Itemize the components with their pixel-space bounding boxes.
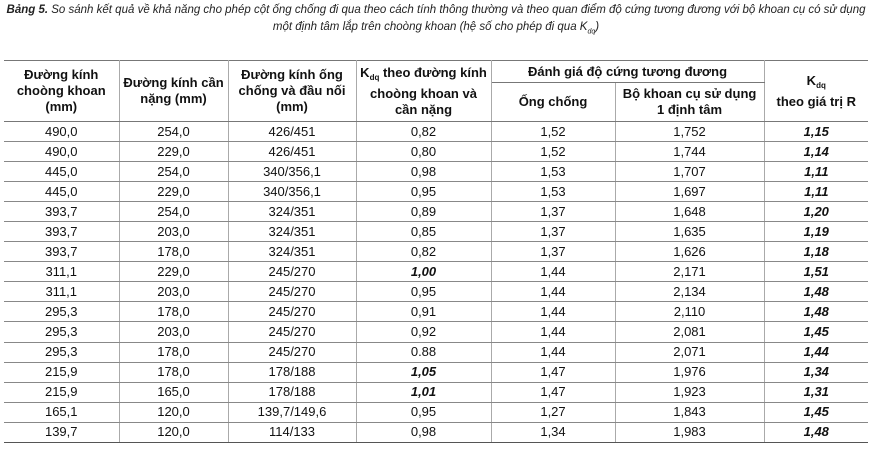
- cell-d-casing: 324/351: [228, 242, 356, 262]
- cell-d-casing: 114/133: [228, 422, 356, 442]
- cell-d-dc: 120,0: [119, 422, 228, 442]
- cell-kdq-r: 1,48: [764, 422, 868, 442]
- cell-kdq-r: 1,15: [764, 122, 868, 142]
- cell-d-casing: 340/356,1: [228, 182, 356, 202]
- cell-bha: 1,976: [615, 362, 764, 382]
- cell-d-dc: 254,0: [119, 122, 228, 142]
- cell-kdq-r: 1,44: [764, 342, 868, 362]
- cell-d-bit: 393,7: [4, 202, 119, 222]
- cell-d-bit: 295,3: [4, 322, 119, 342]
- cell-kdq: 0,91: [356, 302, 491, 322]
- table-row: [4, 242, 868, 262]
- cell-d-casing: 340/356,1: [228, 162, 356, 182]
- cell-kdq: 0,80: [356, 142, 491, 162]
- cell-casing: 1,44: [491, 302, 615, 322]
- cell-kdq: 1,05: [356, 362, 491, 382]
- cell-casing: 1,47: [491, 362, 615, 382]
- cell-kdq-r: 1,45: [764, 322, 868, 342]
- cell-bha: 1,843: [615, 402, 764, 422]
- cell-kdq-r: 1,20: [764, 202, 868, 222]
- cell-bha: 1,626: [615, 242, 764, 262]
- cell-bha: 1,697: [615, 182, 764, 202]
- cell-bha: 1,648: [615, 202, 764, 222]
- header-bit-diameter: Đường kính choòng khoan (mm): [4, 61, 119, 122]
- cell-casing: 1,44: [491, 282, 615, 302]
- comparison-table: [4, 60, 868, 443]
- cell-d-casing: 426/451: [228, 122, 356, 142]
- header-kdq-conventional: $K_{dq}$ theo đường kính choòng khoan và cần nặng: [356, 61, 491, 122]
- header-group-equivalent-stiffness: Đánh giá độ cứng tương đương: [491, 61, 764, 83]
- table-row: [4, 302, 868, 322]
- table-row: [4, 262, 868, 282]
- cell-bha: 1,707: [615, 162, 764, 182]
- table-row: [4, 382, 868, 402]
- cell-d-casing: 245/270: [228, 262, 356, 282]
- cell-casing: 1,44: [491, 262, 615, 282]
- cell-d-dc: 229,0: [119, 142, 228, 162]
- cell-kdq-r: 1,11: [764, 182, 868, 202]
- cell-kdq: 0,98: [356, 162, 491, 182]
- cell-d-dc: 229,0: [119, 262, 228, 282]
- cell-casing: 1,53: [491, 162, 615, 182]
- cell-casing: 1,27: [491, 402, 615, 422]
- cell-d-dc: 203,0: [119, 282, 228, 302]
- cell-d-bit: 490,0: [4, 142, 119, 162]
- cell-d-bit: 295,3: [4, 342, 119, 362]
- cell-kdq: 0,85: [356, 222, 491, 242]
- cell-casing: 1,37: [491, 222, 615, 242]
- cell-casing: 1,52: [491, 142, 615, 162]
- cell-d-casing: 178/188: [228, 382, 356, 402]
- header-casing-stiffness: Ống chống: [491, 83, 615, 122]
- table-row: [4, 282, 868, 302]
- cell-d-casing: 245/270: [228, 342, 356, 362]
- table-row: [4, 422, 868, 442]
- cell-d-casing: 324/351: [228, 202, 356, 222]
- cell-kdq-r: 1,51: [764, 262, 868, 282]
- cell-kdq-r: 1,11: [764, 162, 868, 182]
- cell-bha: 2,134: [615, 282, 764, 302]
- table-row: [4, 162, 868, 182]
- caption-label: Bảng 5.: [6, 4, 49, 16]
- cell-d-dc: 178,0: [119, 342, 228, 362]
- cell-d-bit: 393,7: [4, 242, 119, 262]
- cell-d-bit: 445,0: [4, 162, 119, 182]
- cell-bha: 1,923: [615, 382, 764, 402]
- cell-d-casing: 139,7/149,6: [228, 402, 356, 422]
- cell-d-bit: 311,1: [4, 282, 119, 302]
- cell-d-bit: 490,0: [4, 122, 119, 142]
- cell-kdq-r: 1,45: [764, 402, 868, 422]
- cell-d-dc: 203,0: [119, 322, 228, 342]
- table-row: [4, 202, 868, 222]
- cell-d-casing: 245/270: [228, 322, 356, 342]
- cell-d-dc: 178,0: [119, 362, 228, 382]
- cell-casing: 1,52: [491, 122, 615, 142]
- cell-d-casing: 426/451: [228, 142, 356, 162]
- table-row: [4, 222, 868, 242]
- table-row: [4, 182, 868, 202]
- cell-casing: 1,44: [491, 342, 615, 362]
- cell-bha: 2,081: [615, 322, 764, 342]
- caption-text: So sánh kết quả về khả năng cho phép cột ống chống đi qua theo cách tính thông thường và theo quan điểm độ cứng tương đương với bộ khoan cụ có sử dụng một định tâm lắp trên choòng khoan (hệ số cho phép đi qua K: [48, 4, 866, 33]
- header-drill-collar-diameter: Đường kính cần nặng (mm): [119, 61, 228, 122]
- cell-kdq: 0,98: [356, 422, 491, 442]
- cell-kdq: 0.88: [356, 342, 491, 362]
- header-kdq-r: $K_{dq}$ theo giá trị R: [764, 61, 868, 122]
- cell-d-casing: 245/270: [228, 282, 356, 302]
- table-row: [4, 362, 868, 382]
- cell-d-bit: 295,3: [4, 302, 119, 322]
- cell-d-casing: 245/270: [228, 302, 356, 322]
- caption-subscript: dq: [587, 28, 596, 36]
- cell-bha: 1,752: [615, 122, 764, 142]
- cell-d-bit: 393,7: [4, 222, 119, 242]
- cell-kdq-r: 1,48: [764, 282, 868, 302]
- cell-d-dc: 178,0: [119, 302, 228, 322]
- cell-kdq-r: 1,48: [764, 302, 868, 322]
- cell-bha: 1,744: [615, 142, 764, 162]
- caption-close: ): [595, 21, 600, 33]
- cell-kdq: 0,82: [356, 122, 491, 142]
- cell-casing: 1,53: [491, 182, 615, 202]
- cell-kdq-r: 1,31: [764, 382, 868, 402]
- cell-d-dc: 254,0: [119, 162, 228, 182]
- cell-bha: 1,635: [615, 222, 764, 242]
- cell-d-bit: 215,9: [4, 382, 119, 402]
- cell-d-bit: 445,0: [4, 182, 119, 202]
- cell-bha: 2,171: [615, 262, 764, 282]
- cell-kdq: 0,89: [356, 202, 491, 222]
- cell-casing: 1,34: [491, 422, 615, 442]
- cell-d-bit: 139,7: [4, 422, 119, 442]
- table-row: [4, 342, 868, 362]
- cell-kdq-r: 1,14: [764, 142, 868, 162]
- cell-bha: 2,110: [615, 302, 764, 322]
- table-row: [4, 142, 868, 162]
- cell-d-dc: 165,0: [119, 382, 228, 402]
- cell-bha: 2,071: [615, 342, 764, 362]
- cell-d-bit: 311,1: [4, 262, 119, 282]
- cell-d-dc: 203,0: [119, 222, 228, 242]
- cell-d-bit: 165,1: [4, 402, 119, 422]
- cell-casing: 1,37: [491, 242, 615, 262]
- table-row: [4, 322, 868, 342]
- cell-kdq: 1,00: [356, 262, 491, 282]
- table-caption: [4, 2, 868, 40]
- table-row: [4, 122, 868, 142]
- header-bha-stiffness: Bộ khoan cụ sử dụng 1 định tâm: [615, 83, 764, 122]
- cell-d-bit: 215,9: [4, 362, 119, 382]
- cell-kdq-r: 1,34: [764, 362, 868, 382]
- cell-kdq: 0,92: [356, 322, 491, 342]
- cell-kdq: 0,95: [356, 282, 491, 302]
- cell-kdq: 0,95: [356, 402, 491, 422]
- cell-casing: 1,37: [491, 202, 615, 222]
- cell-d-dc: 229,0: [119, 182, 228, 202]
- cell-kdq-r: 1,18: [764, 242, 868, 262]
- cell-casing: 1,47: [491, 382, 615, 402]
- cell-kdq: 0,82: [356, 242, 491, 262]
- cell-d-dc: 120,0: [119, 402, 228, 422]
- cell-kdq-r: 1,19: [764, 222, 868, 242]
- cell-kdq: 1,01: [356, 382, 491, 402]
- cell-d-casing: 324/351: [228, 222, 356, 242]
- cell-casing: 1,44: [491, 322, 615, 342]
- cell-d-dc: 178,0: [119, 242, 228, 262]
- table-row: [4, 402, 868, 422]
- cell-d-dc: 254,0: [119, 202, 228, 222]
- cell-d-casing: 178/188: [228, 362, 356, 382]
- cell-bha: 1,983: [615, 422, 764, 442]
- cell-kdq: 0,95: [356, 182, 491, 202]
- header-casing-diameter: Đường kính ống chống và đầu nối (mm): [228, 61, 356, 122]
